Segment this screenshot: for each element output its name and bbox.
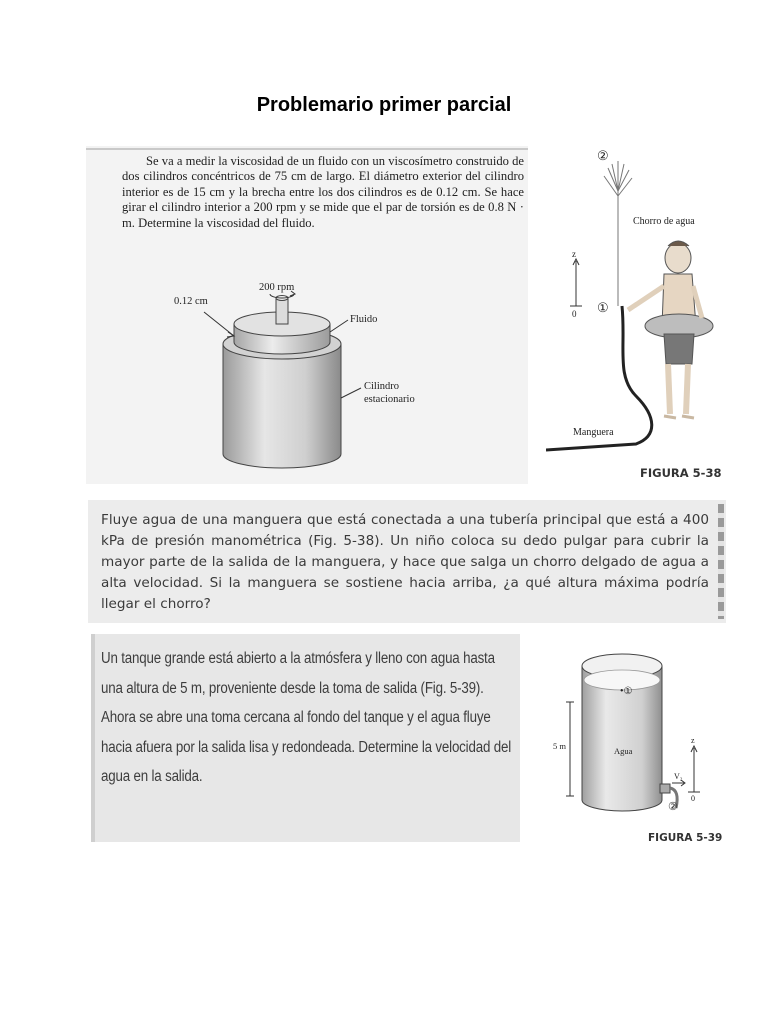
gap-label: 0.12 cm xyxy=(174,296,208,307)
scan-edge xyxy=(91,634,95,842)
hose-label: Manguera xyxy=(573,427,614,438)
jet-label: Chorro de agua xyxy=(633,216,695,227)
cylinder-label-1: Cilindro xyxy=(364,381,400,392)
tank-diagram xyxy=(548,644,724,850)
viscometer-diagram xyxy=(86,146,528,484)
zero-label: 0 xyxy=(572,309,577,319)
zero-label: 0 xyxy=(691,794,695,803)
problem-3-text: Un tanque grande está abierto a la atmósfera y lleno con agua hasta una altura de 5 m, proveniente desde la toma de salida (Fig. 5-39). Ahora se abre una toma cercana al fondo del tanque y el agua fluye hacia afuera por la salida lisa y redondeada. Determine la velocidad del agua en la salida. xyxy=(101,650,511,785)
rpm-label: 200 rpm xyxy=(259,282,295,293)
problem-2-text: Fluye agua de una manguera que está conectada a una tubería principal que está a 400 kPa de presión manométrica (Fig. 5-38). Un niño coloca su dedo pulgar para cubrir la mayor parte de la salida de la manguera, y hace que salga un chorro delgado de agua a alta velocidad. Si la manguera se sostiene hacia arriba, ¿a qué altura máxima podría llegar el chorro? xyxy=(101,512,709,612)
figure-5-38-caption: FIGURA 5-38 xyxy=(640,466,722,480)
fluid-leader xyxy=(330,320,348,332)
height-label: 5 m xyxy=(553,741,566,751)
point-1-label: •① xyxy=(620,686,633,697)
problem-1-scan xyxy=(86,146,528,484)
water-label: Agua xyxy=(614,746,633,756)
scan-edge xyxy=(718,504,724,619)
shaft xyxy=(276,298,288,324)
problem-2-scan xyxy=(88,500,726,623)
figure-5-38 xyxy=(546,146,724,484)
water-jet xyxy=(604,161,632,306)
figure-5-39 xyxy=(548,644,724,850)
cylinder-leader xyxy=(341,388,361,398)
z-axis-label: z xyxy=(691,736,695,745)
problem-3-scan xyxy=(91,634,520,842)
point-2-label: ② xyxy=(597,148,609,163)
cylinder-label-2: estacionario xyxy=(364,394,415,405)
fluid-label: Fluido xyxy=(350,314,378,325)
page-title: Problemario primer parcial xyxy=(256,94,512,116)
figure-5-39-caption: FIGURA 5-39 xyxy=(648,832,723,844)
z-axis-label: z xyxy=(572,249,576,259)
outlet xyxy=(660,784,670,793)
problem-1-text: Se va a medir la viscosidad de un fluido con un viscosímetro construido de dos cilindros concéntricos de 75 cm de largo. El diámetro exterior del cilindro interior es de 15 cm y la brecha entre los dos cilindros es de 0.12 cm. Se hace girar el cilindro interior a 200 rpm y se mide que el par de torsión es de 0.8 N · m. Determine la viscosidad del fluido. xyxy=(122,154,524,230)
velocity-label: V₂ xyxy=(674,772,683,781)
boy-figure xyxy=(628,241,713,418)
outer-cylinder xyxy=(223,344,341,468)
point-2-label: ② xyxy=(668,801,678,813)
point-1-label: ① xyxy=(597,300,609,315)
